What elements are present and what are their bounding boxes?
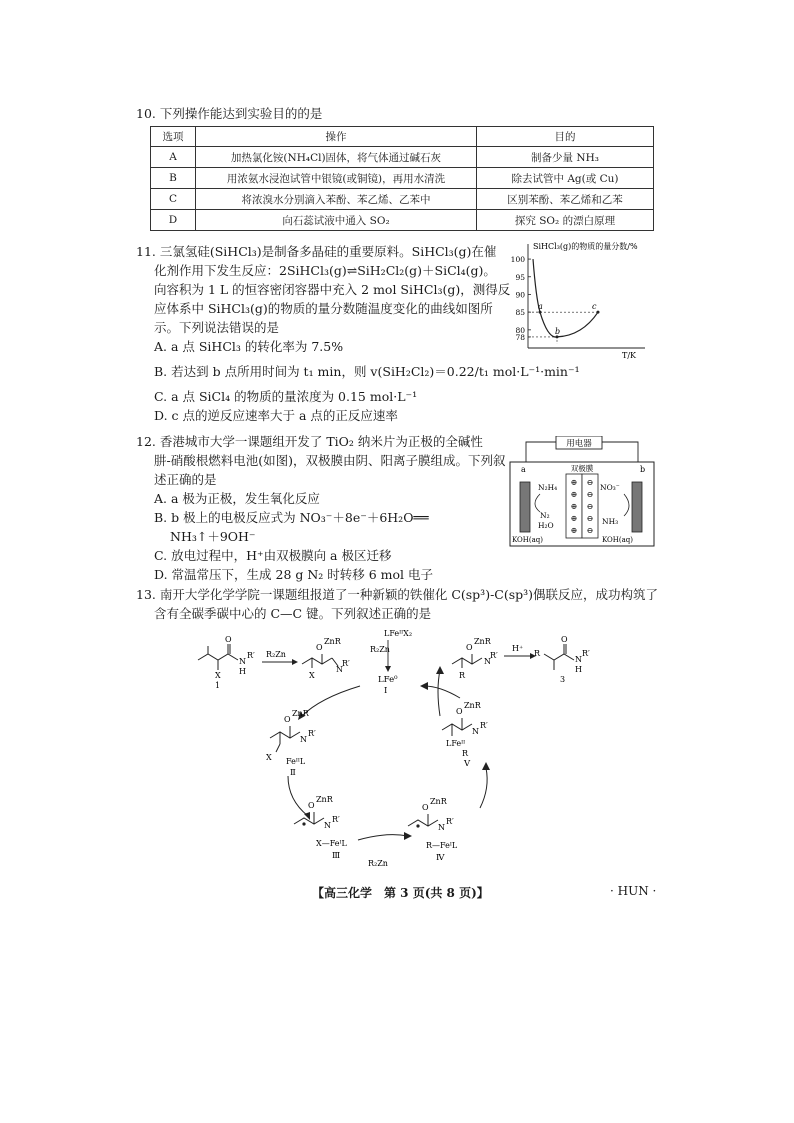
table-cell: D (151, 210, 196, 231)
option-b-continued: NH₃↑＋9OH⁻ (170, 529, 256, 544)
cycle-arc (480, 768, 487, 808)
arrow-head (436, 666, 444, 674)
x-fe-i-l-label: X—FeᴵL (316, 839, 347, 848)
atom-label: N (472, 727, 479, 736)
cycle-arc (302, 686, 360, 716)
radical-dot (302, 822, 305, 825)
chart-tick-label: 100 (510, 255, 525, 265)
compound-number-3: 3 (560, 675, 566, 684)
table-cell: 除去试管中 Ag(或 Cu) (477, 168, 654, 189)
atom-label: R (459, 671, 466, 680)
minus-sign: ⊖ (586, 514, 594, 523)
atom-label: N (300, 735, 307, 744)
atom-label: N (239, 657, 246, 666)
atom-label: O (225, 635, 232, 644)
question-11-line: 化剂作用下发生反应：2SiHCl₃(g)⇌SiH₂Cl₂(g)＋SiCl₄(g)。 (154, 263, 496, 278)
question-13 (136, 585, 658, 623)
atom-label: R′ (490, 651, 498, 660)
option-a: A. a 极为正极，发生氧化反应 (154, 491, 320, 506)
table-cell: 向石蕊试液中通入 SO₂ (196, 210, 477, 231)
radical-dot (416, 824, 419, 827)
chart-tick-label: 78 (515, 332, 525, 342)
plus-sign: ⊕ (570, 526, 578, 535)
question-13-line: 含有全碳季碳中心的 C—C 键。下列叙述正确的是 (154, 606, 432, 621)
compound-number-1: 1 (215, 681, 221, 690)
atom-label: X (309, 671, 315, 680)
electrode-b (632, 482, 642, 532)
plus-sign: ⊕ (570, 478, 578, 487)
left-arrow (535, 494, 540, 512)
intermediate-iv-structure (408, 814, 438, 826)
chart-ylabel: SiHCl₃(g)的物质的量分数/% (533, 242, 638, 251)
compound-3-structure (544, 644, 574, 670)
chart-xlabel: T/K (622, 351, 637, 360)
option-c: C. a 点 SiCl₄ 的物质的量浓度为 0.15 mol·L⁻¹ (154, 389, 418, 404)
question-10 (136, 104, 322, 123)
intermediate-ii-structure (270, 726, 300, 752)
table-cell: C (151, 189, 196, 210)
catalyst-precursor: LFeᴵᴵX₂ (384, 629, 413, 638)
atom-label: ZnR (292, 709, 309, 718)
atom-label: R′ (247, 651, 255, 660)
intermediate-label-i: Ⅰ (384, 686, 388, 696)
question-12-line: 肼-硝酸根燃料电池(如图)，双极膜由阴、阳离子膜组成。下列叙 (154, 453, 506, 468)
electrode-a-label: a (521, 465, 526, 474)
reactant-n2h4: N₂H₄ (538, 483, 558, 492)
question-11-line: 示。下列说法错误的是 (154, 320, 280, 335)
atom-label: R′ (446, 817, 454, 826)
arrow-head (482, 762, 490, 770)
atom-label: O (308, 801, 315, 810)
table-cell: 区别苯酚、苯乙烯和乙苯 (477, 189, 654, 210)
atom-label: ZnR (324, 637, 341, 646)
table-row (151, 210, 654, 231)
table-cell: B (151, 168, 196, 189)
minus-sign: ⊖ (586, 478, 594, 487)
arrow-head (420, 682, 428, 690)
operations-table (150, 126, 654, 231)
table-row (151, 168, 654, 189)
chart-point-label: c (592, 302, 597, 312)
question-12-line: 述正确的是 (154, 472, 217, 487)
page-footer-title: 【高三化学 第 3 页(共 8 页)】 (312, 886, 489, 900)
atom-label: R′ (480, 721, 488, 730)
reagent-r2zn: R₂Zn (368, 859, 388, 868)
atom-label: R′ (308, 729, 316, 738)
chart-guide-line (528, 337, 557, 344)
option-d: D. c 点的逆反应速率大于 a 点的正反应速率 (154, 408, 398, 423)
atom-label: O (316, 643, 323, 652)
atom-label: O (466, 643, 473, 652)
intermediate-v-structure (442, 718, 472, 736)
option-b: B. 若达到 b 点所用时间为 t₁ min，则 v(SiH₂Cl₂)＝0.22/t₁ mol·L⁻¹·min⁻¹ (154, 364, 580, 379)
reactant-no3: NO₃⁻ (600, 483, 620, 492)
device-label: 用电器 (566, 439, 592, 449)
right-arrow (624, 494, 629, 516)
atom-label: X (266, 753, 272, 762)
minus-sign: ⊖ (586, 490, 594, 499)
atom-label: R′ (332, 815, 340, 824)
compound-1-structure (198, 644, 238, 670)
plus-sign: ⊕ (570, 514, 578, 523)
table-header-purpose: 目的 (477, 127, 654, 147)
electrode-a (520, 482, 530, 532)
intermediate-label-iv: Ⅳ (436, 853, 445, 863)
atom-label: H (239, 667, 246, 676)
cycle-arc (288, 776, 308, 816)
atom-label: ZnR (316, 795, 333, 804)
option-a: A. a 点 SiHCl₃ 的转化率为 7.5% (154, 339, 344, 354)
reagent-r2zn: R₂Zn (370, 645, 390, 654)
atom-label: N (438, 823, 445, 832)
question-12 (136, 432, 505, 584)
atom-label: N (484, 657, 491, 666)
arrow-head (404, 832, 412, 840)
fuel-cell-diagram (508, 436, 656, 548)
plus-sign: ⊕ (570, 502, 578, 511)
table-cell: A (151, 147, 196, 168)
table-cell: 将浓溴水分别滴入苯酚、苯乙烯、乙苯中 (196, 189, 477, 210)
table-cell: 探究 SO₂ 的漂白原理 (477, 210, 654, 231)
atom-label: ZnR (464, 701, 481, 710)
product-nh3: NH₃ (602, 517, 619, 526)
page-footer-code: · HUN · (610, 884, 657, 898)
arrow-head (385, 666, 391, 672)
cycle-arc (358, 835, 408, 840)
atom-label: ZnR (474, 637, 491, 646)
table-header-row (151, 127, 654, 147)
atom-label: N (336, 665, 343, 674)
atom-label: O (456, 707, 463, 716)
intermediate-label-ii: Ⅱ (290, 768, 296, 778)
question-11-line: 应体系中 SiHCl₃(g)的物质的量分数随温度变化的曲线如图所 (154, 301, 493, 316)
catalytic-cycle-diagram (190, 620, 680, 870)
reagent-hplus: H⁺ (512, 644, 524, 653)
membrane-label: 双极膜 (570, 464, 594, 473)
question-13-line: 13. 南开大学化学学院一课题组报道了一种新颖的铁催化 C(sp³)-C(sp³)偶联反应，成功构筑了 (136, 587, 659, 602)
table-header-operation: 操作 (196, 127, 477, 147)
minus-sign: ⊖ (586, 502, 594, 511)
atom-label: R (462, 749, 469, 758)
fe-ii-l-label: FeᴵᴵL (286, 757, 306, 766)
atom-label: O (284, 715, 291, 724)
table-row (151, 147, 654, 168)
chart-point-label: b (555, 326, 561, 336)
lfe-ii-label: LFeᴵᴵ (446, 739, 466, 748)
chart-series-line (533, 259, 598, 337)
product-n2: N₂ (540, 511, 550, 520)
cycle-arc (438, 670, 440, 716)
electrode-b-label: b (640, 465, 646, 474)
mole-fraction-chart (500, 240, 650, 360)
plus-sign: ⊕ (570, 490, 578, 499)
question-11-line: 11. 三氯氢硅(SiHCl₃)是制备多晶硅的重要原料。SiHCl₃(g)在催 (136, 244, 497, 259)
option-c: C. 放电过程中，H⁺由双极膜向 a 极区迁移 (154, 548, 392, 563)
minus-sign: ⊖ (586, 526, 594, 535)
atom-label: N (575, 655, 582, 664)
atom-label: H (575, 665, 582, 674)
atom-label: ZnR (430, 797, 447, 806)
chart-point-label: a (538, 302, 543, 312)
question-10-stem: 10. 下列操作能达到实验目的的是 (136, 106, 323, 121)
chart-tick-label: 85 (515, 308, 525, 318)
question-12-line: 12. 香港城市大学一课题组开发了 TiO₂ 纳米片为正极的全碱性 (136, 434, 483, 449)
atom-label: R′ (342, 659, 350, 668)
table-cell: 制备少量 NH₃ (477, 147, 654, 168)
chart-tick-label: 80 (515, 325, 525, 335)
table-cell: 用浓氨水浸泡试管中银镜(或铜镜)，再用水清洗 (196, 168, 477, 189)
chart-tick-label: 90 (515, 290, 525, 300)
atom-label: X (215, 671, 221, 680)
cycle-arc (424, 686, 460, 698)
left-solution-label: KOH(aq) (512, 536, 544, 544)
atom-label: R (534, 649, 541, 658)
intermediate-v-top-structure (452, 654, 482, 668)
option-b: B. b 极上的电极反应式为 NO₃⁻＋8e⁻＋6H₂O══ (154, 510, 429, 525)
option-d: D. 常温常压下，生成 28 g N₂ 时转移 6 mol 电子 (154, 567, 434, 582)
chart-tick-label: 95 (515, 272, 525, 282)
chart-point-c (597, 311, 600, 314)
table-cell: 加热氯化铵(NH₄Cl)固体，将气体通过碱石灰 (196, 147, 477, 168)
table-row (151, 189, 654, 210)
intermediate-label-iii: Ⅲ (332, 851, 341, 861)
atom-label: R′ (582, 649, 590, 658)
product-h2o: H₂O (538, 521, 554, 530)
atom-label: O (422, 803, 429, 812)
zinc-enolate-structure (302, 654, 338, 668)
arrow-head (292, 659, 298, 665)
question-11-line: 向容积为 1 L 的恒容密闭容器中充入 2 mol SiHCl₃(g)，测得反 (154, 282, 511, 297)
right-solution-label: KOH(aq) (602, 536, 634, 544)
atom-label: O (561, 635, 568, 644)
reagent-r2zn: R₂Zn (266, 650, 286, 659)
table-header-option: 选项 (151, 127, 196, 147)
atom-label: N (324, 821, 331, 830)
r-fe-i-l-label: R—FeᴵL (426, 841, 458, 850)
intermediate-label-v: Ⅴ (464, 759, 471, 769)
catalyst-lfe0: LFe⁰ (378, 675, 398, 685)
